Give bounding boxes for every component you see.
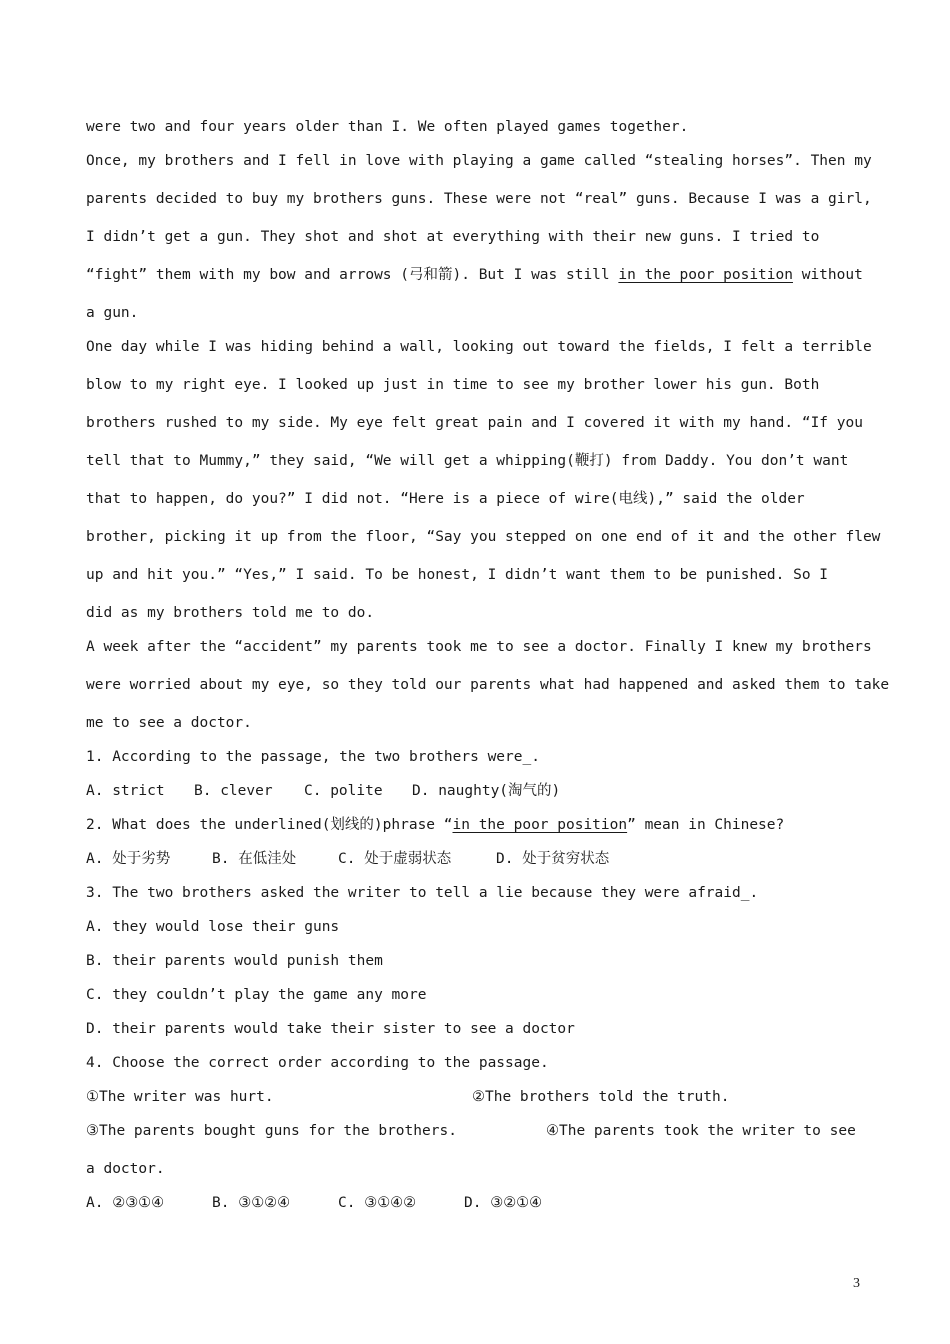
- question-1-options: [86, 776, 860, 810]
- passage-line: were two and four years older than I. We often played games together.: [86, 119, 689, 135]
- option-d: D. naughty(淘气的): [412, 783, 561, 799]
- passage-line: that to happen, do you?” I did not. “Here is a piece of wire(电线),” said the older: [86, 491, 805, 507]
- underlined-phrase: in the poor position: [618, 267, 793, 283]
- event-item: ②The brothers told the truth.: [472, 1089, 730, 1105]
- event-item: ④The parents took the writer to see: [546, 1123, 856, 1139]
- passage-text: without: [792, 267, 863, 283]
- option-d: D. ③②①④: [464, 1195, 543, 1211]
- event-item-continued: a doctor.: [86, 1161, 165, 1177]
- question-2: [86, 810, 860, 844]
- option-a: A. ②③①④: [86, 1195, 165, 1211]
- passage-line: did as my brothers told me to do.: [86, 605, 375, 621]
- passage-line: blow to my right eye. I looked up just in time to see my brother lower his gun. Both: [86, 377, 820, 393]
- passage-text: “fight” them with my bow and arrows (弓和箭). But I was still: [86, 267, 619, 283]
- option-c: C. ③①④②: [338, 1195, 417, 1211]
- passage-line: One day while I was hiding behind a wall, looking out toward the fields, I felt a terrible: [86, 339, 872, 355]
- passage-line: a gun.: [86, 305, 139, 321]
- option-b: B. 在低洼处: [212, 851, 297, 867]
- passage-line: parents decided to buy my brothers guns. These were not “real” guns. Because I was a girl,: [86, 191, 872, 207]
- passage-line: me to see a doctor.: [86, 715, 252, 731]
- passage-line: [86, 260, 863, 298]
- question-text: 2. What does the underlined(划线的)phrase “: [86, 817, 453, 833]
- question-4-items: [86, 1116, 860, 1154]
- option-c: C. they couldn’t play the game any more: [86, 987, 427, 1003]
- question-4: 4. Choose the correct order according to the passage.: [86, 1055, 549, 1071]
- question-text: ” mean in Chinese?: [627, 817, 785, 833]
- question-1: 1. According to the passage, the two brothers were_.: [86, 749, 540, 765]
- option-a: A. 处于劣势: [86, 851, 171, 867]
- option-b: B. their parents would punish them: [86, 953, 383, 969]
- passage-line: were worried about my eye, so they told our parents what had happened and asked them to take: [86, 677, 890, 693]
- passage-line: brother, picking it up from the floor, “Say you stepped on one end of it and the other flew: [86, 529, 881, 545]
- event-item: ③The parents bought guns for the brothers.: [86, 1123, 457, 1139]
- option-a: A. strict: [86, 783, 165, 799]
- underlined-phrase: in the poor position: [452, 817, 628, 833]
- option-b: B. ③①②④: [212, 1195, 291, 1211]
- passage-line: brothers rushed to my side. My eye felt great pain and I covered it with my hand. “If you: [86, 415, 863, 431]
- question-2-options: [86, 844, 860, 878]
- option-a: A. they would lose their guns: [86, 919, 340, 935]
- passage-line: tell that to Mummy,” they said, “We will get a whipping(鞭打) from Daddy. You don’t want: [86, 453, 849, 469]
- option-d: D. 处于贫穷状态: [496, 851, 610, 867]
- option-d: D. their parents would take their sister to see a doctor: [86, 1021, 575, 1037]
- page-number: 3: [853, 1276, 860, 1291]
- passage-line: I didn’t get a gun. They shot and shot at everything with their new guns. I tried to: [86, 229, 820, 245]
- passage-line: A week after the “accident” my parents took me to see a doctor. Finally I knew my brothers: [86, 639, 872, 655]
- question-3: 3. The two brothers asked the writer to tell a lie because they were afraid_.: [86, 885, 759, 901]
- passage-line: up and hit you.” “Yes,” I said. To be honest, I didn’t want them to be punished. So I: [86, 567, 829, 583]
- passage-line: Once, my brothers and I fell in love with playing a game called “stealing horses”. Then my: [86, 153, 872, 169]
- event-item: ①The writer was hurt.: [86, 1089, 274, 1105]
- worksheet-content: [86, 112, 890, 1222]
- option-b: B. clever: [194, 783, 273, 799]
- option-c: C. 处于虚弱状态: [338, 851, 452, 867]
- question-4-items: [86, 1082, 860, 1116]
- question-4-options: [86, 1188, 860, 1222]
- option-c: C. polite: [304, 783, 383, 799]
